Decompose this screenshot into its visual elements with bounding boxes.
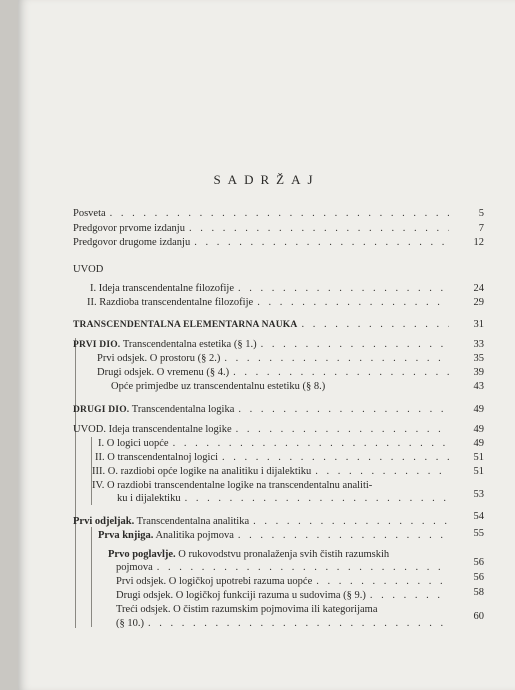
- toc-entry-posveta: [73, 207, 453, 221]
- toc-page: 60: [473, 611, 484, 622]
- toc-label: PRVI DIO. Transcendentalna estetika (§ 1.): [73, 339, 257, 350]
- toc-entry-predgovor-2: [73, 236, 453, 250]
- toc-entry-opce-primjedbe: [111, 380, 453, 394]
- dot-leader: [253, 515, 449, 529]
- toc-label: pojmova: [116, 562, 153, 573]
- toc-page: 49: [473, 404, 484, 415]
- toc-entry-prvi-odjeljak: [73, 515, 453, 529]
- dot-leader: [110, 207, 449, 221]
- toc-entry-prvo-poglavlje-line1: Prvo poglavlje. O rukovodstvu pronalaženja svih čistih razumskih: [108, 549, 390, 560]
- toc-entry-logicka-upotreba: [116, 575, 453, 589]
- toc-label: III. O. razdiobi opće logike na analitiku i dijalektiku: [92, 466, 312, 477]
- dot-leader: [236, 423, 449, 437]
- toc-page: 24: [473, 283, 484, 294]
- dot-leader: [316, 575, 449, 589]
- toc-page: 49: [473, 424, 484, 435]
- toc-entry-logicka-funkcija: [116, 589, 453, 603]
- toc-page: 5: [478, 208, 484, 219]
- dot-leader: [222, 451, 449, 465]
- toc-label: Predgovor drugome izdanju: [73, 237, 191, 248]
- dot-leader: [173, 437, 449, 451]
- toc-page: 29: [473, 297, 484, 308]
- toc-entry-razdioba-opce: [92, 465, 453, 479]
- toc-page: 53: [473, 489, 484, 500]
- toc-label: UVOD. Ideja transcendentalne logike: [73, 424, 232, 435]
- toc-label: DRUGI DIO. Transcendentalna logika: [73, 404, 235, 415]
- toc-page: 39: [473, 367, 484, 378]
- dot-leader: [185, 492, 449, 506]
- toc-entry-ideja: [90, 282, 453, 296]
- toc-page: 56: [473, 557, 484, 568]
- toc-label: Prvi odsjek. O prostoru (§ 2.): [97, 353, 221, 364]
- toc-page: 35: [473, 353, 484, 364]
- toc-page: 51: [473, 466, 484, 477]
- toc-entry-razdioba-transc-line2: [117, 492, 453, 506]
- dot-leader: [157, 561, 449, 575]
- dot-leader: [315, 465, 449, 479]
- dot-leader: [233, 366, 449, 380]
- toc-heading-uvod: UVOD: [73, 264, 104, 275]
- toc-entry-drugi-dio: [73, 403, 453, 417]
- toc-entry-kategorije-line1: Treći odsjek. O čistim razumskim pojmovima ili kategorijama: [116, 604, 378, 615]
- toc-label: Prvi odjeljak. Transcendentalna analitika: [73, 516, 250, 527]
- toc-label: Drugi odsjek. O logičkoj funkciji razuma u sudovima (§ 9.): [116, 590, 366, 601]
- dot-leader: [238, 403, 449, 417]
- toc-label: Prvi odsjek. O logičkoj upotrebi razuma uopće: [116, 576, 313, 587]
- dot-leader: [261, 338, 449, 352]
- toc-entry-predgovor-1: [73, 222, 453, 236]
- toc-page: 54: [473, 511, 484, 522]
- dot-leader: [238, 529, 449, 543]
- toc-page: 55: [473, 528, 484, 539]
- toc-label: ku i dijalektiku: [117, 493, 181, 504]
- toc-label: Opće primjedbe uz transcendentalnu estetiku (§ 8.): [111, 381, 326, 392]
- toc-page: 51: [473, 452, 484, 463]
- toc-entry-prvo-poglavlje-line2: [116, 561, 453, 575]
- toc-label: II. O transcendentalnoj logici: [95, 452, 219, 463]
- dot-leader: [257, 296, 449, 310]
- toc-entry-razdioba: [87, 296, 453, 310]
- toc-entry-transc-logika: [95, 451, 453, 465]
- toc-page: 58: [473, 587, 484, 598]
- toc-label: TRANSCENDENTALNA ELEMENTARNA NAUKA: [73, 320, 298, 330]
- toc-entry-prostor: [97, 352, 453, 366]
- toc-entry-elementarna-nauka: [73, 318, 453, 332]
- toc-entry-vrijeme: [97, 366, 453, 380]
- dot-leader: [224, 352, 449, 366]
- dot-leader: [194, 236, 449, 250]
- toc-label: (§ 10.): [116, 618, 144, 629]
- toc-label: Posveta: [73, 208, 106, 219]
- toc-page: 49: [473, 438, 484, 449]
- dot-leader: [301, 318, 449, 332]
- toc-label: Drugi odsjek. O vremenu (§ 4.): [97, 367, 230, 378]
- toc-page: 31: [473, 319, 484, 330]
- toc-entry-prva-knjiga: [98, 529, 453, 543]
- indent-rule: [75, 338, 76, 628]
- toc-page: 43: [473, 381, 484, 392]
- toc-label: Predgovor prvome izdanju: [73, 223, 185, 234]
- toc-label: I. Ideja transcendentalne filozofije: [90, 283, 235, 294]
- toc-entry-logika-uopce: [98, 437, 453, 451]
- indent-rule: [91, 527, 92, 627]
- toc-label: Prva knjiga. Analitika pojmova: [98, 530, 234, 541]
- dot-leader: [189, 222, 449, 236]
- dot-leader: [370, 589, 449, 603]
- page-title: SADRŽAJ: [213, 172, 320, 187]
- toc-entry-prvi-dio: [73, 338, 453, 352]
- toc-label: II. Razdioba transcendentalne filozofije: [87, 297, 254, 308]
- toc-page: 56: [473, 572, 484, 583]
- book-page: [18, 0, 515, 690]
- toc-label: I. O logici uopće: [98, 438, 169, 449]
- toc-entry-kategorije-line2: [116, 617, 453, 631]
- dot-leader: [238, 282, 449, 296]
- toc-entry-uvod-logika: [73, 423, 453, 437]
- toc-page: 12: [473, 237, 484, 248]
- dot-leader: [148, 617, 449, 631]
- toc-page: 33: [473, 339, 484, 350]
- toc-page: 7: [478, 223, 484, 234]
- toc-entry-razdioba-transc-line1: IV. O razdiobi transcendentalne logike na transcendentalnu analiti-: [92, 480, 373, 491]
